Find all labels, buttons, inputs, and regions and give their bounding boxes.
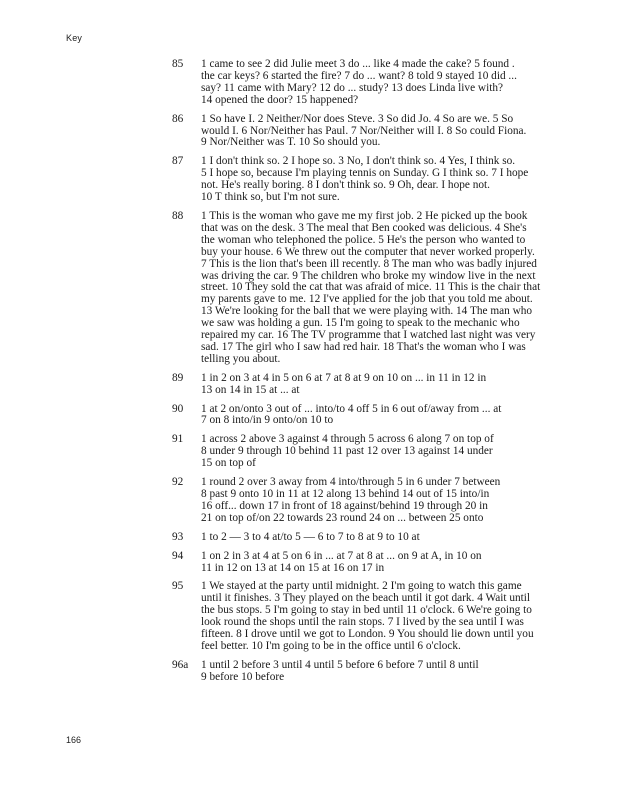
exercise-number: 86 bbox=[172, 112, 184, 125]
answer-line: 1 until 2 before 3 until 4 until 5 before 6 before 7 until 8 until bbox=[201, 658, 479, 671]
answer-line: 1 I don't think so. 2 I hope so. 3 No, I don't think so. 4 Yes, I think so. bbox=[201, 155, 516, 168]
answer-line: feel better. 10 I'm going to be in the office until 6 o'clock. bbox=[201, 639, 461, 652]
answer-line: that was on the desk. 3 The meal that Ben cooked was delicious. 4 She's bbox=[201, 221, 527, 234]
answer-line: 10 T think so, but I'm not sure. bbox=[201, 191, 340, 204]
answer-line: say? 11 came with Mary? 12 do ... study? 13 does Linda live with? bbox=[201, 81, 504, 94]
answer-entry bbox=[172, 477, 582, 525]
answer-text bbox=[201, 404, 582, 428]
exercise-number: 96a bbox=[172, 658, 189, 671]
answer-text bbox=[201, 551, 582, 575]
answer-line: the bus stops. 5 I'm going to stay in bed until 11 o'clock. 6 We're going to bbox=[201, 604, 532, 617]
answer-line: 15 on top of bbox=[201, 457, 256, 470]
answer-line: 13 on 14 in 15 at ... at bbox=[201, 383, 300, 396]
answer-line: 5 I hope so, because I'm playing tennis on Sunday. G I think so. 7 I hope bbox=[201, 167, 529, 180]
answer-line: street. 10 They sold the cat that was afraid of mice. 11 This is the chair that bbox=[201, 281, 541, 294]
answer-line: look round the shops until the rain stops. 7 I lived by the sea until I was bbox=[201, 616, 524, 629]
answer-line: 9 before 10 before bbox=[201, 670, 285, 683]
answer-line: 1 on 2 in 3 at 4 at 5 on 6 in ... at 7 at 8 at ... on 9 at A, in 10 on bbox=[201, 549, 482, 562]
answer-entry bbox=[172, 211, 582, 366]
answer-line: 13 We're looking for the ball that we were playing with. 14 The man who bbox=[201, 305, 533, 318]
answer-entry bbox=[172, 551, 582, 575]
answer-entry bbox=[172, 114, 582, 150]
answer-text bbox=[201, 477, 582, 525]
answer-text bbox=[201, 211, 582, 366]
answer-entry bbox=[172, 434, 582, 470]
page-header-title: Key bbox=[66, 33, 83, 43]
exercise-number: 89 bbox=[172, 371, 184, 384]
answer-line: was driving the car. 9 The children who broke my window live in the next bbox=[201, 269, 536, 282]
answer-entry bbox=[172, 59, 582, 107]
exercise-number: 90 bbox=[172, 402, 184, 415]
answer-text bbox=[201, 581, 582, 652]
answer-line: 16 off... down 17 in front of 18 against/behind 19 through 20 in bbox=[201, 499, 488, 512]
answer-text bbox=[201, 660, 582, 684]
answer-line: 1 in 2 on 3 at 4 in 5 on 6 at 7 at 8 at 9 on 10 on ... in 11 in 12 in bbox=[201, 371, 487, 384]
exercise-number: 95 bbox=[172, 580, 184, 593]
answer-line: 9 Nor/Neither was T. 10 So should you. bbox=[201, 136, 381, 149]
answer-text bbox=[201, 434, 582, 470]
answer-line: would I. 6 Nor/Neither has Paul. 7 Nor/Neither will I. 8 So could Fiona. bbox=[201, 124, 527, 137]
answer-line: 14 opened the door? 15 happened? bbox=[201, 93, 359, 106]
answer-line: the car keys? 6 started the fire? 7 do ... want? 8 told 9 stayed 10 did ... bbox=[201, 69, 517, 82]
answer-entry bbox=[172, 532, 582, 544]
answer-line: 1 So have I. 2 Neither/Nor does Steve. 3 So did Jo. 4 So are we. 5 So bbox=[201, 112, 514, 125]
answer-line: 1 round 2 over 3 away from 4 into/through 5 in 6 under 7 between bbox=[201, 476, 501, 489]
exercise-number: 93 bbox=[172, 530, 184, 543]
answer-line: the woman who telephoned the police. 5 He's the person who wanted to bbox=[201, 233, 526, 246]
answer-text bbox=[201, 532, 582, 544]
exercise-number: 92 bbox=[172, 476, 184, 489]
answer-line: fifteen. 8 I drove until we got to London. 9 You should lie down until you bbox=[201, 628, 534, 641]
answer-line: sad. 17 The girl who I saw had red hair. 18 That's the woman who I was bbox=[201, 340, 526, 353]
answer-line: buy your house. 6 We threw out the computer that never worked properly. bbox=[201, 245, 535, 258]
answer-line: not. He's really boring. 8 I don't think so. 9 Oh, dear. I hope not. bbox=[201, 179, 490, 192]
exercise-number: 87 bbox=[172, 155, 184, 168]
answer-key-list bbox=[172, 59, 582, 691]
answer-text bbox=[201, 373, 582, 397]
answer-line: 1 to 2 — 3 to 4 at/to 5 — 6 to 7 to 8 at 9 to 10 at bbox=[201, 530, 420, 543]
answer-line: 11 in 12 on 13 at 14 on 15 at 16 on 17 in bbox=[201, 561, 385, 574]
answer-entry bbox=[172, 373, 582, 397]
answer-text bbox=[201, 114, 582, 150]
answer-line: 1 across 2 above 3 against 4 through 5 across 6 along 7 on top of bbox=[201, 433, 494, 446]
page-number: 166 bbox=[66, 735, 82, 745]
answer-entry bbox=[172, 156, 582, 204]
exercise-number: 94 bbox=[172, 549, 184, 562]
answer-line: telling you about. bbox=[201, 352, 281, 365]
answer-entry bbox=[172, 581, 582, 652]
answer-line: 1 at 2 on/onto 3 out of ... into/to 4 off 5 in 6 out of/away from ... at bbox=[201, 402, 502, 415]
answer-line: we saw was holding a gun. 15 I'm going to speak to the mechanic who bbox=[201, 317, 520, 330]
exercise-number: 88 bbox=[172, 209, 184, 222]
answer-entry bbox=[172, 660, 582, 684]
answer-line: 8 past 9 onto 10 in 11 at 12 along 13 behind 14 out of 15 into/in bbox=[201, 488, 490, 500]
answer-line: my parents gave to me. 12 I've applied for the job that you told me about. bbox=[201, 293, 533, 306]
answer-line: 21 on top of/on 22 towards 23 round 24 on ... between 25 onto bbox=[201, 511, 484, 524]
answer-line: 1 This is the woman who gave me my first job. 2 He picked up the book bbox=[201, 209, 528, 222]
answer-text bbox=[201, 59, 582, 107]
answer-line: 1 came to see 2 did Julie meet 3 do ... like 4 made the cake? 5 found . bbox=[201, 58, 515, 70]
answer-line: repaired my car. 16 The TV programme that I watched last night was very bbox=[201, 329, 536, 342]
answer-line: 8 under 9 through 10 behind 11 past 12 over 13 against 14 under bbox=[201, 445, 493, 458]
answer-line: until it finishes. 3 They played on the beach until it got dark. 4 Wait until bbox=[201, 592, 531, 605]
exercise-number: 85 bbox=[172, 58, 184, 70]
answer-text bbox=[201, 156, 582, 204]
answer-entry bbox=[172, 404, 582, 428]
answer-line: 1 We stayed at the party until midnight. 2 I'm going to watch this game bbox=[201, 580, 522, 593]
answer-line: 7 on 8 into/in 9 onto/on 10 to bbox=[201, 414, 334, 427]
exercise-number: 91 bbox=[172, 433, 184, 446]
answer-line: 7 This is the lion that's been ill recently. 8 The man who was badly injured bbox=[201, 257, 537, 270]
